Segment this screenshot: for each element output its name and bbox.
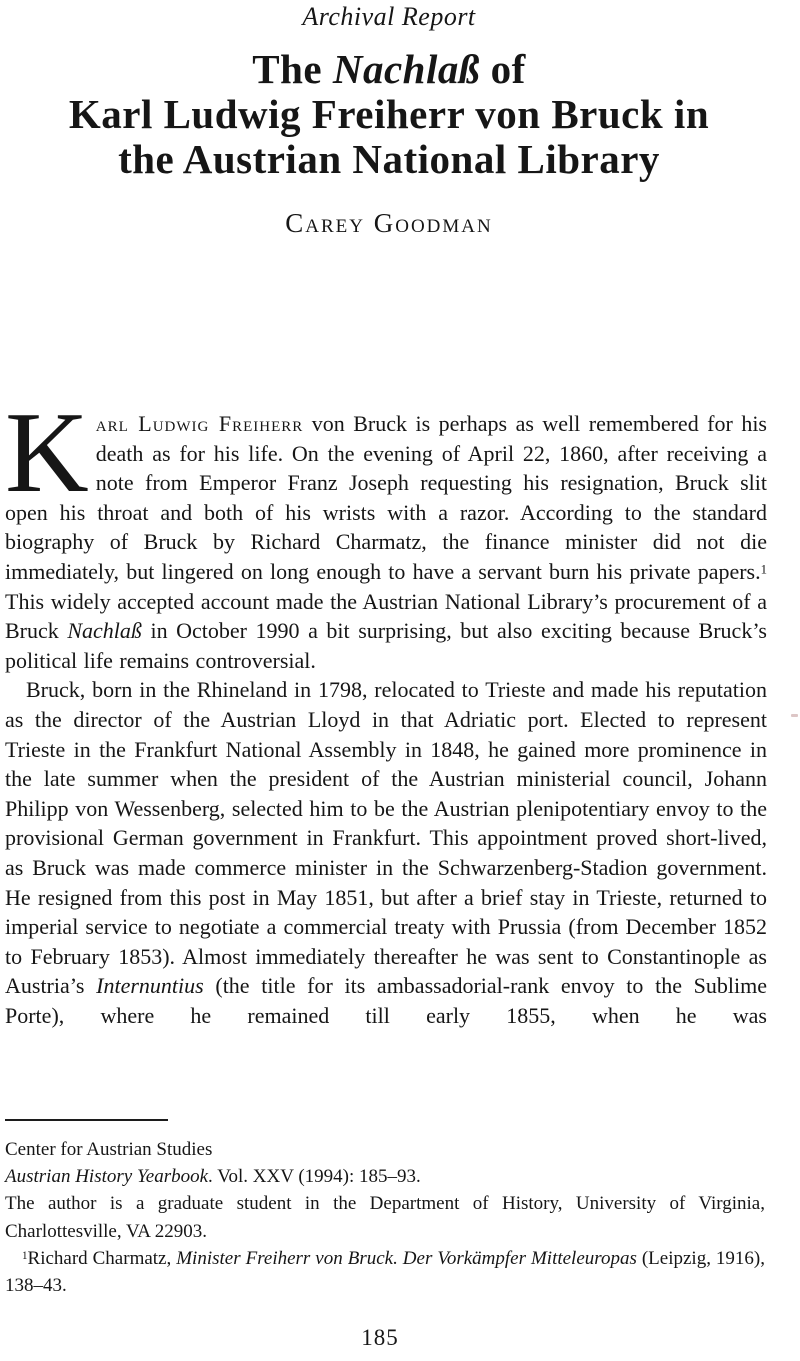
section-label: Archival Report	[302, 2, 476, 31]
article-header	[0, 0, 778, 239]
affiliation-line: Center for Austrian Studies	[5, 1139, 213, 1160]
paragraph-1-text: arl Ludwig Freiherr von Bruck is perhaps as well remembered for his death as for his life. On the evening of April 22, 1860, after receiving a note from Emperor Franz Joseph requesting his resignation, Bruck slit open his throat and both of his wrists with a razor. According to the standard biography of Bruck by Richard Charmatz, the finance minister did not die immediately, but lingered on long enough to have a servant burn his private papers.$^1$ This widely accepted account made the Austrian National Library’s procurement of a Bruck Nachlaß in October 1990 a bit surprising, but also exciting because Bruck’s political life remains controversial.	[5, 411, 767, 673]
footnote-1: $^1$Richard Charmatz, Minister Freiherr von Bruck. Der Vorkämpfer Mitteleuropas (Leipzig, 1916), 138–43.	[5, 1247, 765, 1297]
footnote-block	[5, 1119, 765, 1299]
article-body	[5, 389, 767, 1030]
author-note-line: The author is a graduate student in the Department of History, University of Virginia, Charlottesville, VA 22903.	[5, 1193, 765, 1242]
drop-cap: K	[5, 389, 89, 517]
article-title	[0, 47, 778, 182]
body-paragraph-1	[5, 389, 767, 675]
author-name: Carey Goodman	[285, 208, 493, 238]
body-paragraph-2: Bruck, born in the Rhineland in 1798, relocated to Trieste and made his reputation as the director of the Austrian Lloyd in that Adriatic port. Elected to represent Trieste in the Frankfurt National Assembly in 1848, he gained more prominence in the late summer when the president of the Austrian ministerial council, Johann Philipp von Wessenberg, selected him to be the Austrian plenipotentiary envoy to the provisional German government in Frankfurt. This appointment proved short-lived, as Bruck was made commerce minister in the Schwarzenberg-Stadion government. He resigned from this post in May 1851, but after a brief stay in Trieste, returned to imperial service to negotiate a commercial treaty with Prussia (from December 1852 to February 1853). Almost immediately thereafter he was sent to Constantinople as Austria’s Internuntius (the title for its ambassadorial-rank envoy to the Sublime Porte), where he remained till early 1855, when he was	[5, 677, 767, 1028]
footnote-rule	[5, 1119, 168, 1121]
title-line-1: The Nachlaß of	[252, 46, 526, 92]
title-line-2: Karl Ludwig Freiherr von Bruck in	[68, 91, 710, 137]
source-citation-line: Austrian History Yearbook. Vol. XXV (1994): 185–93.	[5, 1166, 421, 1188]
title-line-3: the Austrian National Library	[118, 136, 660, 182]
page-number: 185	[361, 1325, 399, 1350]
scan-artifact-mark	[791, 714, 798, 717]
